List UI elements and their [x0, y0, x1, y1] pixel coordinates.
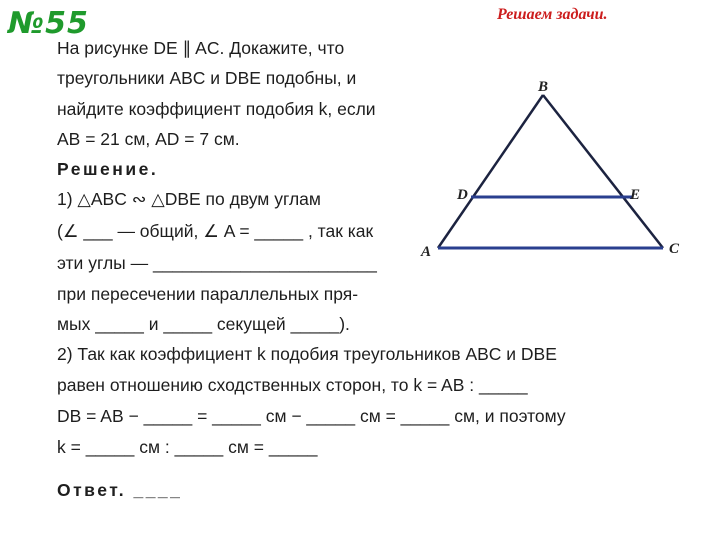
vertex-label-a: A — [421, 244, 432, 260]
step1-line-5: мых _____ и _____ секущей _____). — [57, 314, 350, 334]
step2-line-1: 2) Так как коэффициент k подобия треугольников ABC и DBE — [57, 344, 557, 364]
vertex-label-c: C — [669, 241, 680, 257]
vertex-label-d: D — [457, 187, 468, 203]
solution-heading: Решение. — [57, 159, 159, 179]
vertex-label-b: B — [538, 79, 549, 95]
triangle-figure — [416, 76, 686, 266]
step2-line-4: k = _____ см : _____ см = _____ — [57, 437, 318, 457]
vertex-label-e: E — [630, 187, 641, 203]
step1-line-1: 1) △ABC ∾ △DBE по двум углам — [57, 189, 321, 209]
problem-line-4: AB = 21 см, AD = 7 см. — [57, 129, 240, 149]
problem-line-1: На рисунке DE ∥ AC. Докажите, что — [57, 38, 345, 58]
step1-line-3: эти углы — _______________________ — [57, 253, 377, 273]
problem-line-2: треугольники ABC и DBE подобны, и — [57, 68, 357, 88]
task-number: №55 — [8, 6, 89, 41]
answer-line: Ответ. ____ — [57, 480, 183, 500]
step1-line-4: при пересечении параллельных пря- — [57, 284, 359, 304]
side-ab — [438, 95, 543, 248]
problem-line-3: найдите коэффициент подобия k, если — [57, 99, 376, 119]
step2-line-2: равен отношению сходственных сторон, то k = AB : _____ — [57, 375, 528, 395]
side-bc — [543, 95, 663, 248]
section-title: Решаем задачи. — [497, 6, 608, 23]
step2-line-3: DB = AB − _____ = _____ см − _____ см = _____ см, и поэтому — [57, 406, 566, 426]
step1-line-2: (∠ ___ — общий, ∠ A = _____ , так как — [57, 221, 374, 241]
